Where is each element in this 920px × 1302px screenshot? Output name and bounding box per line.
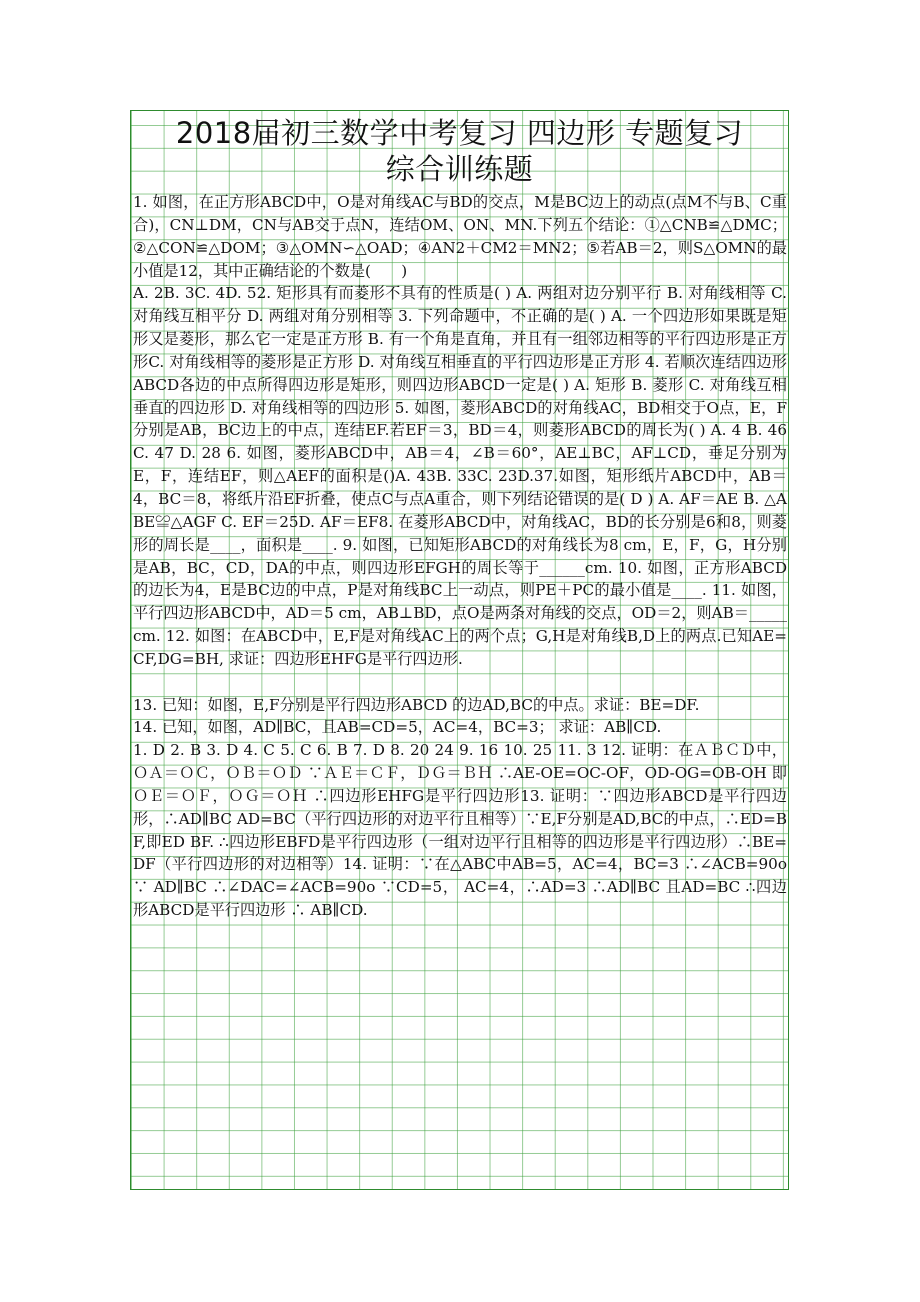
- questions-2-12: A. 2B. 3C. 4D. 52. 矩形具有而菱形不具有的性质是( ) A. 两组对边分别平行 B. 对角线相等 C. 对角线互相平分 D. 两组对角分别相等 3. 下列命题中，不正确的是( ) A. 一个四边形如果既是矩形又是菱形，那么它一定是正方形 B. 有一个角是直角，并且有一组邻边相等的平行四边形是正方形C. 对角线相等的菱形是正方形 D. 对角线互相垂直的平行四边形是正方形 4. 若顺次连结四边形ABCD各边的中点所得四边形是矩形，则四边形ABCD一定是( ) A. 矩形 B. 菱形 C. 对角线互相垂直的四边形 D. 对角线相等的四边形 5. 如图，菱形ABCD的对角线AC，BD相交于O点，E，F分别是AB，BC边上的中点，连结EF.若EF＝3，BD＝4，则菱形ABCD的周长为( ) A. 4 B. 46 C. 47 D. 28 6. 如图，菱形ABCD中，AB＝4，∠B＝60°，AE⊥BC，AF⊥CD，垂足分别为E，F，连结EF，则△AEF的面积是()A. 43B. 33C. 23D.37.如图，矩形纸片ABCD中，AB＝4，BC＝8，将纸片沿EF折叠，使点C与点A重合，则下列结论错误的是( D ) A. AF＝AE B. △ABE≌△AGF C. EF＝25D. AF＝EF8. 在菱形ABCD中，对角线AC，BD的长分别是6和8，则菱形的周长是____，面积是____. 9. 如图，已知矩形ABCD的对角线长为8 cm，E，F，G，H分别是AB，BC，CD，DA的中点，则四边形EFGH的周长等于______cm. 10. 如图，正方形ABCD的边长为4，E是BC边的中点，P是对角线BC上一动点，则PE＋PC的最小值是____. 11. 如图，平行四边形ABCD中，AD＝5 cm，AB⊥BD，点O是两条对角线的交点，OD＝2，则AB＝_____cm. 12. 如图：在ABCD中，E,F是对角线AC上的两个点；G,H是对角线B,D上的两点.已知AE=CF,DG=BH, 求证：四边形EHFG是平行四边形.: [133, 284, 787, 668]
- document-title: [131, 115, 788, 187]
- blank-line: [133, 671, 787, 694]
- answer-key: 1. D 2. B 3. D 4. C 5. C 6. B 7. D 8. 20 24 9. 16 10. 25 11. 3 12. 证明：在ＡＢＣＤ中，ＯＡ＝ＯＣ，ＯＢ＝ＯＤ ∵ＡＥ＝ＣＦ，ＤＧ＝ＢＨ ∴AE-OE=OC-OF，OD-OG=OB-OH 即ＯＥ＝ＯＦ，ＯＧ＝ＯＨ ∴四边形EHFG是平行四边形13. 证明：∵四边形ABCD是平行四边形，∴AD∥BC AD=BC（平行四边形的对边平行且相等）∵E,F分别是AD,BC的中点，∴ED=BF,即ED BF. ∴四边形EBFD是平行四边形（一组对边平行且相等的四边形是平行四边形）∴BE=DF（平行四边形的对边相等）14. 证明：∵在△ABC中AB=5，AC=4，BC=3 ∴∠ACB=90o ∵ AD∥BC ∴∠DAC=∠ACB=90o ∵CD=5， AC=4，∴AD=3 ∴AD∥BC 且AD=BC ∴四边形ABCD是平行四边形 ∴ AB∥CD.: [133, 741, 787, 920]
- title-line-1: 2018届初三数学中考复习 四边形 专题复习: [175, 116, 744, 150]
- grid-paper: [130, 110, 789, 1190]
- title-line-2: 综合训练题: [385, 152, 534, 186]
- document-body: [133, 191, 787, 922]
- question-13: 13. 已知：如图，E,F分别是平行四边形ABCD 的边AD,BC的中点。求证：BE=DF.: [133, 695, 700, 714]
- question-1: 1. 如图，在正方形ABCD中，O是对角线AC与BD的交点，M是BC边上的动点(点M不与B、C重合)，CN⊥DM，CN与AB交于点N，连结OM、ON、MN.下列五个结论：①△CNB≌△DMC；②△CON≌△DOM；③△OMN∽△OAD；④AN2＋CM2＝MN2；⑤若AB＝2，则S△OMN的最小值是12，其中正确结论的个数是( ): [133, 193, 787, 280]
- question-14: 14. 已知，如图，AD∥BC，且AB=CD=5，AC=4，BC=3； 求证：AB∥CD.: [133, 718, 662, 737]
